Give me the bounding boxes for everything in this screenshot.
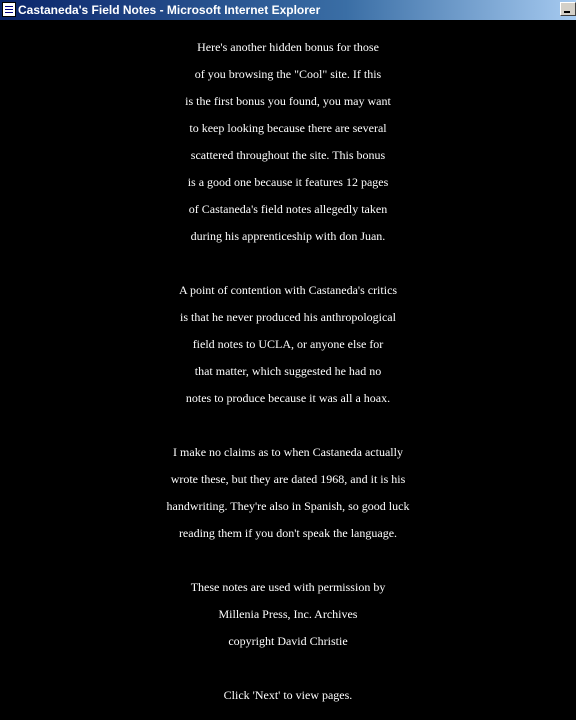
text-line: reading them if you don't speak the language. <box>178 526 398 540</box>
paragraph-claims <box>0 439 576 547</box>
window-title: Castaneda's Field Notes - Microsoft Internet Explorer <box>18 3 321 17</box>
text-line: A point of contention with Castaneda's critics <box>178 283 398 297</box>
text-line: is a good one because it features 12 pages <box>187 175 389 189</box>
minimize-button[interactable] <box>560 2 576 16</box>
text-line: to keep looking because there are several <box>189 121 387 135</box>
text-line: Here's another hidden bonus for those <box>197 40 379 54</box>
page-icon <box>2 2 16 17</box>
text-line: copyright David Christie <box>228 634 348 648</box>
text-line: handwriting. They're also in Spanish, so good luck <box>166 499 410 513</box>
paragraph-intro <box>0 34 576 250</box>
text-line: that matter, which suggested he had no <box>194 364 382 378</box>
paragraph-contention <box>0 277 576 412</box>
text-line: during his apprenticeship with don Juan. <box>190 229 386 243</box>
text-line: of Castaneda's field notes allegedly taken <box>188 202 388 216</box>
text-line: is the first bonus you found, you may want <box>185 94 391 108</box>
text-line: I make no claims as to when Castaneda actually <box>173 445 403 459</box>
title-bar[interactable] <box>0 0 576 20</box>
bonus-text <box>0 20 576 709</box>
paragraph-permission <box>0 574 576 655</box>
text-line: of you browsing the "Cool" site. If this <box>194 67 382 81</box>
text-line: Click 'Next' to view pages. <box>223 688 353 702</box>
window-controls <box>558 2 576 18</box>
page-content <box>0 20 576 720</box>
text-line: scattered throughout the site. This bonus <box>190 148 386 162</box>
text-line: notes to produce because it was all a hoax. <box>185 391 391 405</box>
text-line: is that he never produced his anthropological <box>180 310 396 324</box>
text-line: field notes to UCLA, or anyone else for <box>192 337 384 351</box>
text-line: Millenia Press, Inc. Archives <box>218 607 358 621</box>
text-line: These notes are used with permission by <box>190 580 386 594</box>
text-line: wrote these, but they are dated 1968, and it is his <box>170 472 406 486</box>
paragraph-instruction <box>0 682 576 709</box>
